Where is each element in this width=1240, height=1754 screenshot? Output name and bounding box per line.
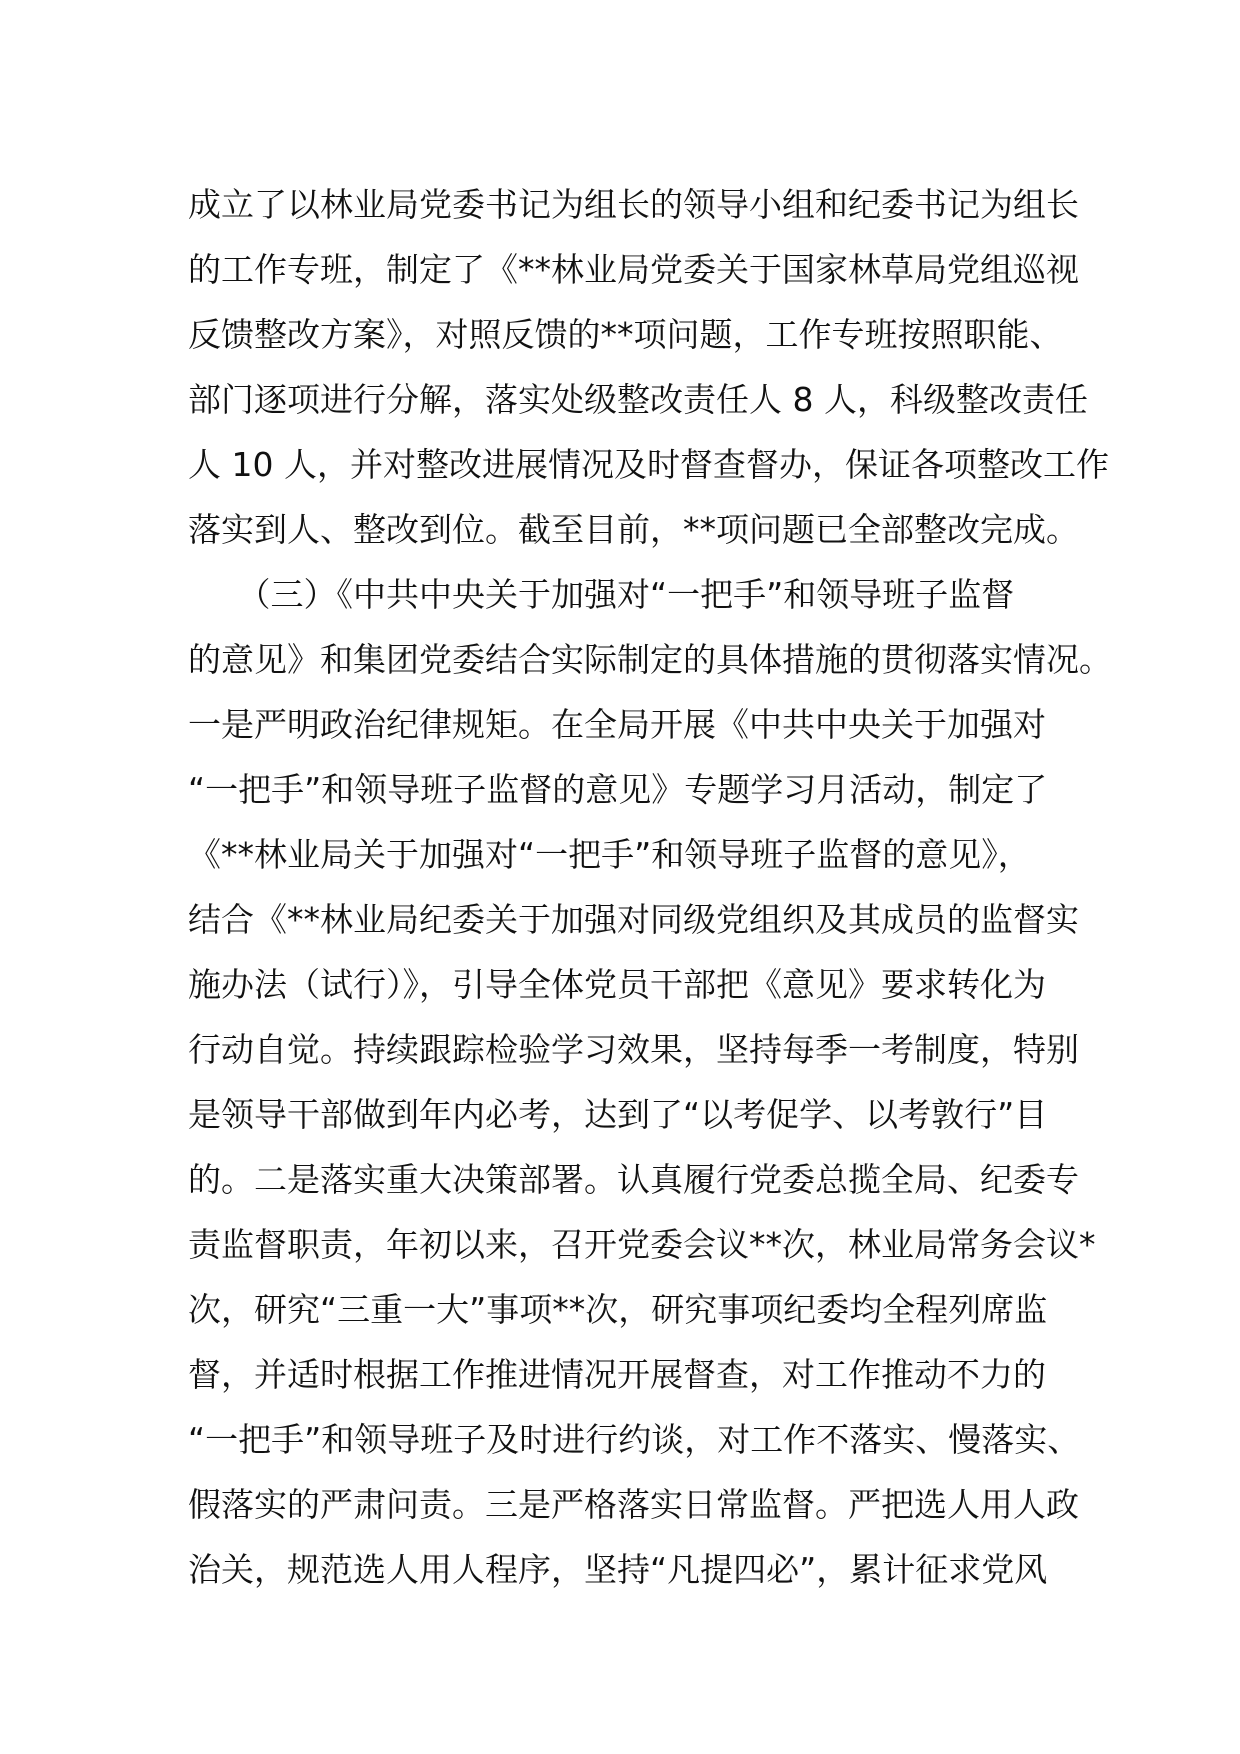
- text-line: 反馈整改方案》，对照反馈的**项问题，工作专班按照职能、: [188, 315, 1063, 354]
- text-line: 行动自觉。持续跟踪检验学习效果，坚持每季一考制度，特别: [188, 1030, 1079, 1069]
- text-line: 部门逐项进行分解，落实处级整改责任人 8 人，科级整改责任: [188, 380, 1088, 419]
- text-line: 《**林业局关于加强对“一把手”和领导班子监督的意见》，: [188, 835, 1031, 874]
- text-line: 的。二是落实重大决策部署。认真履行党委总揽全局、纪委专: [188, 1160, 1079, 1199]
- text-line: 督，并适时根据工作推进情况开展督查，对工作推动不力的: [188, 1355, 1046, 1394]
- text-line: 一是严明政治纪律规矩。在全局开展《中共中央关于加强对: [188, 705, 1046, 744]
- document-body: [188, 172, 1112, 1602]
- text-line: 落实到人、整改到位。截至目前，**项问题已全部整改完成。: [188, 510, 1079, 549]
- text-line: 的意见》和集团党委结合实际制定的具体措施的贯彻落实情况。: [188, 640, 1112, 679]
- text-line: 次，研究“三重一大”事项**次，研究事项纪委均全程列席监: [188, 1290, 1048, 1329]
- text-line: 是领导干部做到年内必考，达到了“以考促学、以考敦行”目: [188, 1095, 1048, 1134]
- text-line: 成立了以林业局党委书记为组长的领导小组和纪委书记为组长: [188, 185, 1079, 224]
- text-line: 结合《**林业局纪委关于加强对同级党组织及其成员的监督实: [188, 900, 1079, 939]
- text-line: 治关，规范选人用人程序，坚持“凡提四必”，累计征求党风: [188, 1550, 1048, 1589]
- text-line: “一把手”和领导班子及时进行约谈，对工作不落实、慢落实、: [188, 1420, 1081, 1459]
- text-line: 的工作专班，制定了《**林业局党委关于国家林草局党组巡视: [188, 250, 1079, 289]
- section-heading-line: （三）《中共中央关于加强对“一把手”和领导班子监督: [188, 575, 1015, 614]
- text-line: 责监督职责，年初以来，召开党委会议**次，林业局常务会议*: [188, 1225, 1096, 1264]
- text-line: “一把手”和领导班子监督的意见》专题学习月活动，制定了: [188, 770, 1048, 809]
- text-line: 假落实的严肃问责。三是严格落实日常监督。严把选人用人政: [188, 1485, 1079, 1524]
- text-line: 施办法（试行）》，引导全体党员干部把《意见》要求转化为: [188, 965, 1046, 1004]
- text-line: 人 10 人，并对整改进展情况及时督查督办，保证各项整改工作: [188, 445, 1109, 484]
